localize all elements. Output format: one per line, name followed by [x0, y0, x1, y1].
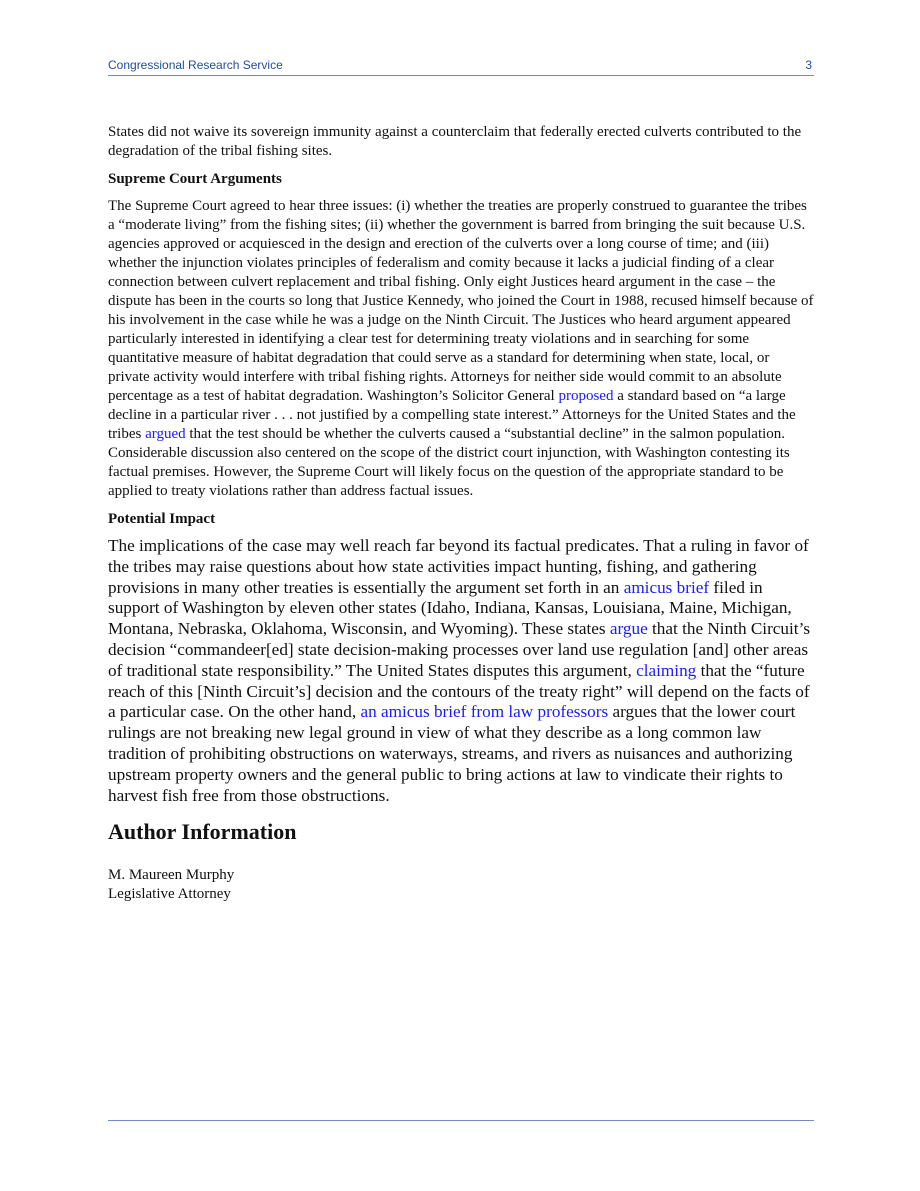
footer-rule — [108, 1120, 814, 1121]
link-law-professors-amicus-brief[interactable]: an amicus brief from law professors — [360, 702, 609, 722]
author-name: M. Maureen Murphy — [108, 867, 235, 884]
link-proposed[interactable]: proposed — [558, 388, 614, 404]
text-segment: that the Ninth Circuit’s decision “commandeer[ed] state decision-making processes over land use regulation [and] other areas of traditional state responsibility.” The United States disputes this argument, — [108, 619, 811, 680]
heading-author-information: Author Information — [108, 819, 297, 845]
author-title: Legislative Attorney — [108, 886, 231, 903]
paragraph-impact — [108, 536, 814, 806]
document-body — [108, 123, 814, 904]
link-claiming[interactable]: claiming — [636, 660, 697, 680]
text-segment: The implications of the case may well reach far beyond its factual predicates. That a ruling in favor of the tribes may raise questions about how state activities impact hunting, fishing, and gathering provisions in many other treaties is essentially the argument set forth in an — [108, 536, 809, 597]
paragraph-intro: States did not waive its sovereign immunity against a counterclaim that federally erected culverts contributed to the degradation of the tribal fishing sites. — [108, 124, 802, 159]
text-segment: that the test should be whether the culverts caused a “substantial decline” in the salmon population. Considerable discussion also centered on the scope of the district court injunction, with Washington contesting its factual premises. However, the Supreme Court will likely focus on the question of the appropriate standard to be applied to treaty violations rather than address factual issues. — [108, 426, 790, 499]
link-amicus-brief[interactable]: amicus brief — [623, 577, 710, 597]
heading-supreme-court-arguments: Supreme Court Arguments — [108, 171, 282, 187]
paragraph-arguments — [108, 197, 814, 501]
text-segment: that the “future reach of this [Ninth Circuit’s] decision and the contours of the treaty right” will depend on the facts of a particular case. On the other hand, — [108, 660, 810, 722]
link-argued[interactable]: argued — [145, 426, 186, 442]
page-header — [108, 58, 814, 76]
text-segment: filed in support of Washington by eleven other states (Idaho, Indiana, Kansas, Louisiana, Maine, Michigan, Montana, Nebraska, Oklahoma, Wisconsin, and Wyoming). These states — [108, 577, 792, 639]
header-organization: Congressional Research Service — [108, 58, 283, 72]
text-segment: a standard based on “a large decline in a particular river . . . not justified by a compelling state interest.” Attorneys for the United States and the tribes — [108, 388, 796, 442]
text-segment: The Supreme Court agreed to hear three issues: (i) whether the treaties are properly construed to guarantee the tribes a “moderate living” from the fishing sites; (ii) whether the government is barred from bringing the suit because U.S. agencies approved or acquiesced in the design and erection of the culverts over a long course of time; and (iii) whether the injunction violates principles of federalism and comity because it lacks a judicial finding of a clear connection between culvert replacement and tribal fishing. Only eight Justices heard argument in the case – the dispute has been in the courts so long that Justice Kennedy, who joined the Court in 1988, recused himself because of his involvement in the case while he was a judge on the Ninth Circuit. The Justices who heard argument appeared particularly interested in identifying a clear test for determining treaty violations and in searching for some quantitative measure of habitat degradation that could serve as a standard for determining when state, local, or private activity would interfere with tribal fishing rights. Attorneys for neither side would commit to an absolute percentage as a test of habitat degradation. Washington’s Solicitor General — [108, 198, 814, 404]
page-number: 3 — [805, 58, 812, 72]
heading-potential-impact: Potential Impact — [108, 511, 216, 527]
link-argue[interactable]: argue — [609, 619, 648, 639]
text-segment: argues that the lower court rulings are not breaking new legal ground in view of what they describe as a long common law tradition of prohibiting obstructions on waterways, streams, and rivers as nuisances and authorizing upstream property owners and the general public to bring actions at law to vindicate their rights to harvest fish free from those obstructions. — [108, 702, 796, 805]
